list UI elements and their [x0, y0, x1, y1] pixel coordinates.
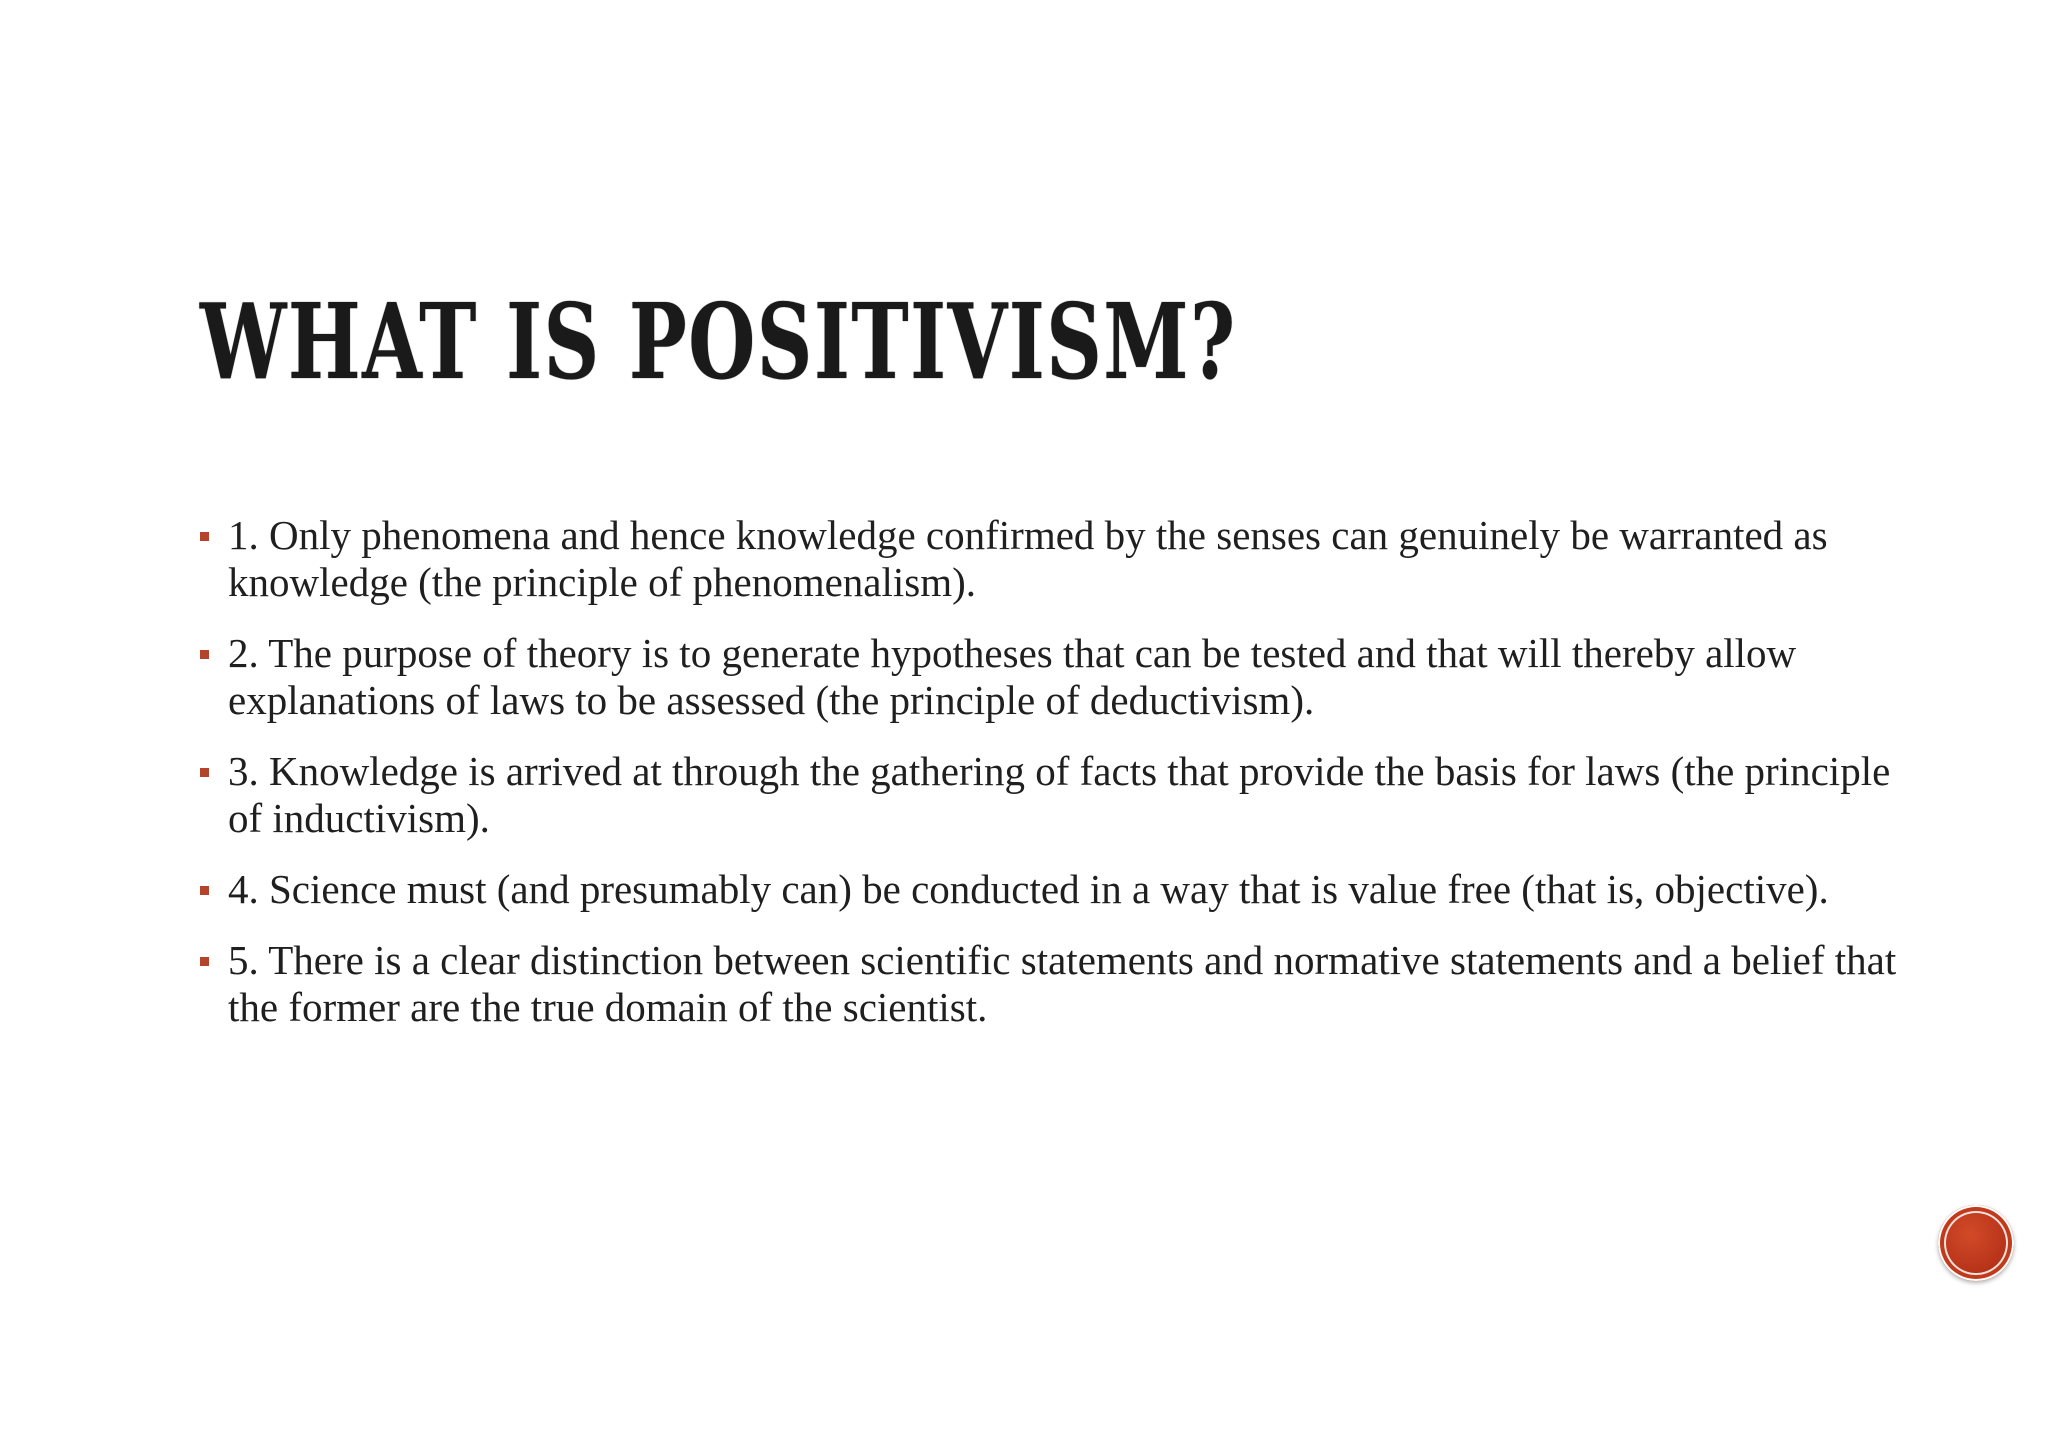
bullet-text: 2. The purpose of theory is to generate hypotheses that can be tested and that will thereby allow explanations of laws to be assessed (the principle of deductivism). — [228, 630, 1797, 723]
list-item — [198, 630, 1898, 724]
square-bullet-icon — [200, 768, 209, 777]
next-slide-button[interactable] — [1938, 1205, 2014, 1281]
bullet-text: 3. Knowledge is arrived at through the gathering of facts that provide the basis for laws (the principle of inductivism). — [228, 748, 1891, 841]
circle-nav-icon — [1944, 1211, 2008, 1275]
bullet-text: 4. Science must (and presumably can) be conducted in a way that is value free (that is, objective). — [228, 866, 1829, 912]
bullet-text: 5. There is a clear distinction between scientific statements and normative statements and a belief that the former are the true domain of the scientist. — [228, 937, 1897, 1030]
slide-title: WHAT IS POSITIVISM? — [200, 280, 1237, 403]
list-item — [198, 866, 1898, 913]
list-item — [198, 748, 1898, 842]
list-item — [198, 937, 1898, 1031]
square-bullet-icon — [200, 650, 209, 659]
square-bullet-icon — [200, 957, 209, 966]
square-bullet-icon — [200, 886, 209, 895]
square-bullet-icon — [200, 532, 209, 541]
bullet-list — [198, 512, 1898, 1055]
list-item — [198, 512, 1898, 606]
bullet-text: 1. Only phenomena and hence knowledge confirmed by the senses can genuinely be warranted as knowledge (the principle of phenomenalism). — [228, 512, 1828, 605]
